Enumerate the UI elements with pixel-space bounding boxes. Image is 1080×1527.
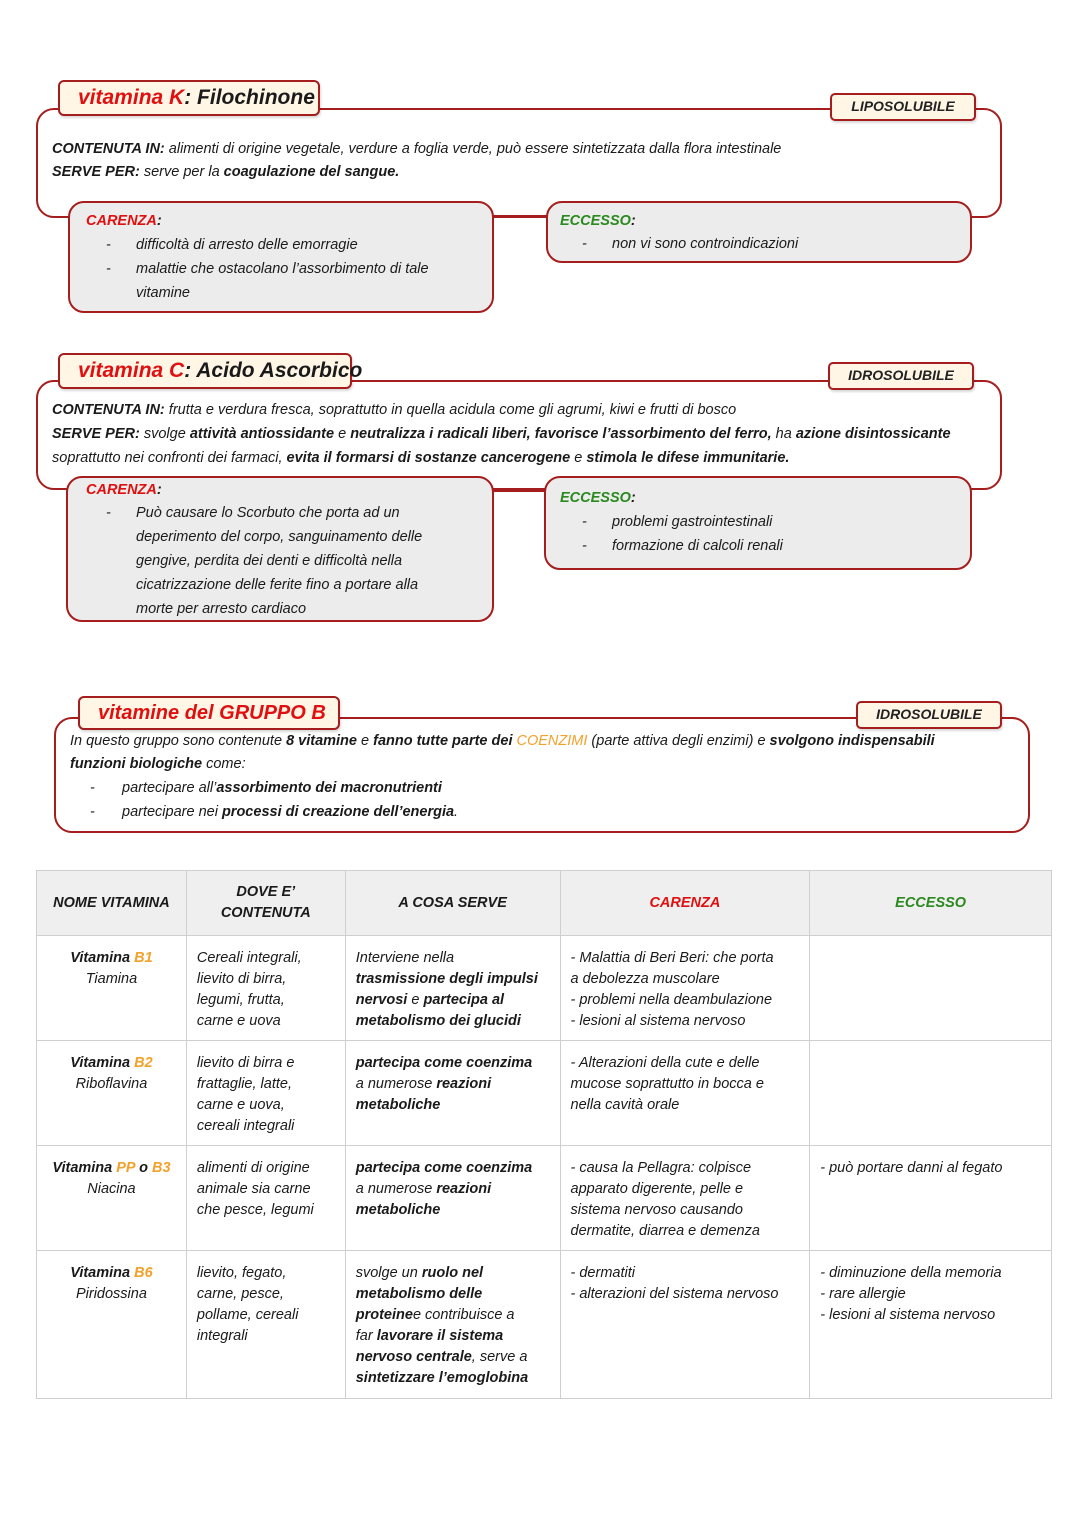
serve-cell: Interviene nella trasmissione degli impulsi nervosi e partecipa al metabolismo dei glucidi [345,936,560,1041]
table-row [37,1041,1052,1146]
col-header-name: NOME VITAMINA [37,871,187,936]
vitamin-c-connector [490,490,548,492]
serve-cell: partecipa come coenzima a numerose reazioni metaboliche [345,1041,560,1146]
list-dash: - [106,505,111,521]
list-item-continuation: cicatrizzazione delle ferite fino a portare alla [136,577,419,593]
col-header-carenza: CARENZA [560,871,810,936]
list-dash: - [90,780,95,796]
list-item: difficoltà di arresto delle emorragie [136,237,358,253]
vitamin-b-tag: IDROSOLUBILE [856,701,1002,729]
serve-cell: partecipa come coenzima a numerose reazioni metaboliche [345,1146,560,1251]
eccesso-heading: ECCESSO: [560,490,636,506]
list-item: partecipare nei processi di creazione dell’energia. [122,804,459,820]
vitamin-k-tag: LIPOSOLUBILE [830,93,976,121]
dove-cell: lievito, fegato, carne, pesce, pollame, cereali integrali [186,1251,345,1399]
vitamin-b-title: vitamine del GRUPPO B [78,696,340,730]
vitamin-b-intro-cont: funzioni biologiche come: [70,756,246,772]
dove-cell: alimenti di origine animale sia carne che pesce, legumi [186,1146,345,1251]
list-dash: - [106,261,111,277]
eccesso-cell: - può portare danni al fegato [810,1146,1052,1251]
eccesso-heading: ECCESSO: [560,213,636,229]
list-item: Può causare lo Scorbuto che porta ad un [136,505,400,521]
vitamin-name-cell: Vitamina B6 Piridossina [37,1251,187,1399]
eccesso-cell: - diminuzione della memoria - rare allergie - lesioni al sistema nervoso [810,1251,1052,1399]
carenza-cell: - dermatiti - alterazioni del sistema nervoso [560,1251,810,1399]
vitamin-c-title: vitamina C: Acido Ascorbico [58,353,352,389]
col-header-eccesso: ECCESSO [810,871,1052,936]
vitamin-k-connector [492,215,548,217]
list-dash: - [106,237,111,253]
vitamin-b-intro: In questo gruppo sono contenute 8 vitamine e fanno tutte parte dei COENZIMI (parte attiva degli enzimi) e svolgono indispensabili [70,733,935,749]
dove-cell: lievito di birra e frattaglie, latte, carne e uova, cereali integrali [186,1041,345,1146]
col-header-dove: DOVE E’ CONTENUTA [186,871,345,936]
list-item-continuation: morte per arresto cardiaco [136,601,307,617]
list-dash: - [90,804,95,820]
list-item: formazione di calcoli renali [612,538,783,554]
eccesso-cell [810,936,1052,1041]
list-item: non vi sono controindicazioni [612,236,799,252]
eccesso-cell [810,1041,1052,1146]
list-item: malattie che ostacolano l’assorbimento di tale [136,261,429,277]
table-header-row [37,871,1052,936]
vitamin-k-serve: SERVE PER: serve per la coagulazione del sangue. [52,164,400,180]
vitamin-c-eccesso-box [544,476,972,570]
list-item: partecipare all’assorbimento dei macronutrienti [122,780,442,796]
vitamin-b-table [36,870,1052,1399]
list-dash: - [582,514,587,530]
list-item-continuation: deperimento del corpo, sanguinamento delle [136,529,423,545]
vitamin-k-eccesso-box [546,201,972,263]
carenza-heading: CARENZA: [86,213,162,229]
carenza-cell: - causa la Pellagra: colpisce apparato digerente, pelle e sistema nervoso causando dermatite, diarrea e demenza [560,1146,810,1251]
table-row [37,936,1052,1041]
vitamin-k-title: vitamina K: Filochinone [58,80,320,116]
vitamin-k-contenuta: CONTENUTA IN: alimenti di origine vegetale, verdure a foglia verde, può essere sintetizzata dalla flora intestinale [52,141,782,157]
vitamin-k-carenza-box [68,201,494,313]
vitamin-c-serve-cont: soprattutto nei confronti dei farmaci, evita il formarsi di sostanze cancerogene e stimola le difese immunitarie. [52,450,790,466]
list-dash: - [582,236,587,252]
vitamin-name-cell: Vitamina B2 Riboflavina [37,1041,187,1146]
carenza-cell: - Alterazioni della cute e delle mucose soprattutto in bocca e nella cavità orale [560,1041,810,1146]
carenza-cell: - Malattia di Beri Beri: che porta a debolezza muscolare - problemi nella deambulazione - lesioni al sistema nervoso [560,936,810,1041]
vitamin-c-serve: SERVE PER: svolge attività antiossidante e neutralizza i radicali liberi, favorisce l’assorbimento del ferro, ha azione disintossicante [52,426,951,442]
dove-cell: Cereali integrali, lievito di birra, legumi, frutta, carne e uova [186,936,345,1041]
vitamin-name-cell: Vitamina PP o B3 Niacina [37,1146,187,1251]
list-item: problemi gastrointestinali [612,514,773,530]
vitamin-name-cell: Vitamina B1 Tiamina [37,936,187,1041]
vitamin-c-tag: IDROSOLUBILE [828,362,974,390]
table-row [37,1251,1052,1399]
vitamin-c-carenza-box [66,476,494,622]
list-dash: - [582,538,587,554]
list-item-continuation: gengive, perdita dei denti e difficoltà nella [136,553,403,569]
vitamin-c-contenuta: CONTENUTA IN: frutta e verdura fresca, soprattutto in quella acidula come gli agrumi, kiwi e frutti di bosco [52,402,737,418]
col-header-serve: A COSA SERVE [345,871,560,936]
serve-cell: svolge un ruolo nel metabolismo delle proteinee contribuisce a far lavorare il sistema nervoso centrale, serve a sintetizzare l’emoglobina [345,1251,560,1399]
table-row [37,1146,1052,1251]
carenza-heading: CARENZA: [86,482,162,498]
list-item-continuation: vitamine [136,285,190,301]
